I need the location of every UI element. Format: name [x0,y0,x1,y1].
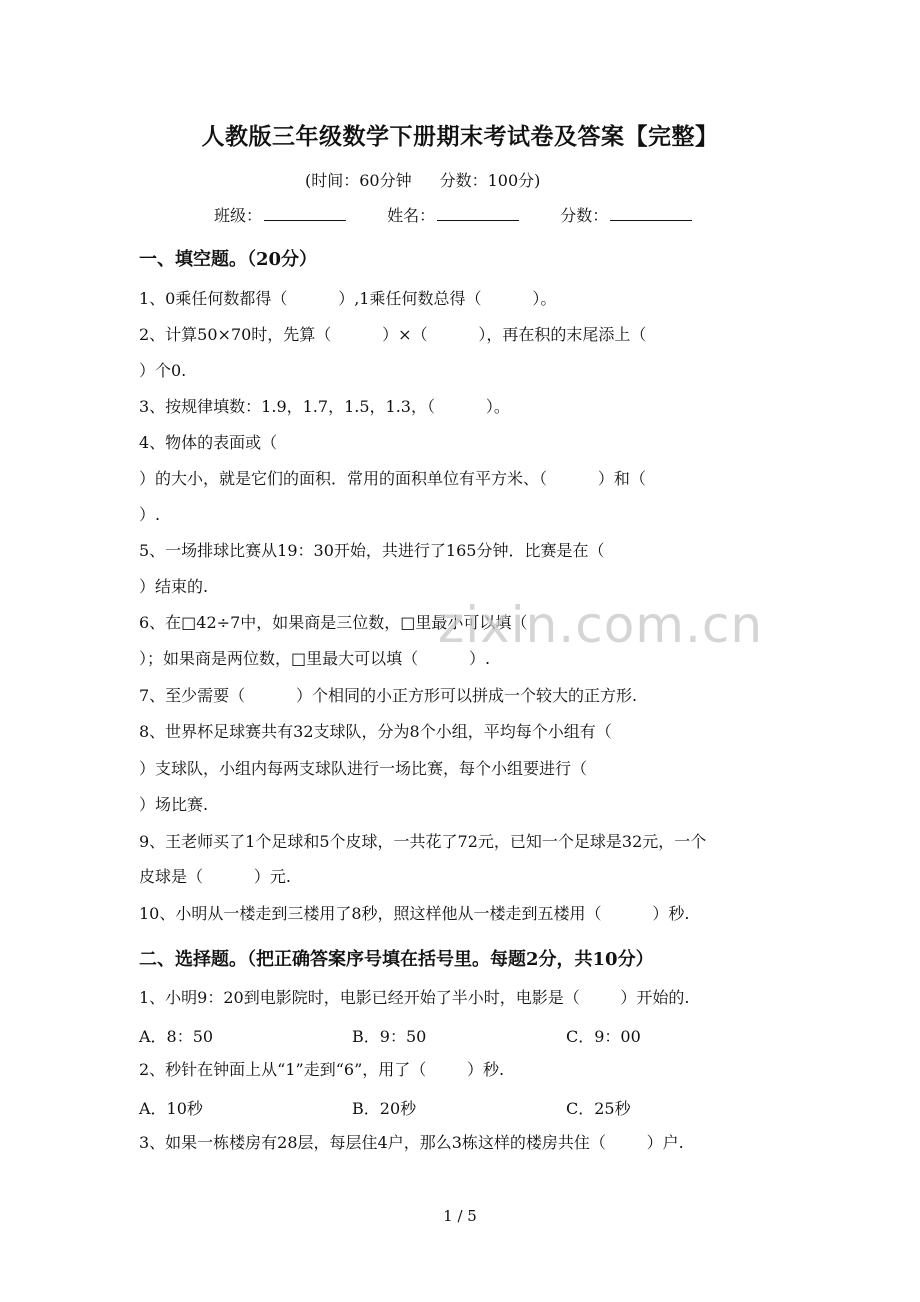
choice-question: 1、小明9：20到电影院时，电影已经开始了半小时，电影是（ ）开始的. [139,988,690,1007]
choice-option-a: A．8：50 [139,1027,214,1046]
question-line: 2、计算50×70时，先算（ ）×（ ），再在积的末尾添上（ [139,325,647,344]
question-line: ）场比赛. [139,795,209,814]
class-field: 班级： [214,203,346,226]
section-heading-fill-blank: 一、填空题。（20分） [139,249,318,270]
question-line: ）结束的. [139,577,209,596]
question-line: ）支球队，小组内每两支球队进行一场比赛，每个小组要进行（ [139,759,588,778]
exam-subtitle [305,168,568,191]
question-line: 5、一场排球比赛从19：30开始，共进行了165分钟．比赛是在（ [139,541,605,560]
page-number: 1 / 5 [443,1207,477,1225]
question-line: 8、世界杯足球赛共有32支球队，分为8个小组，平均每个小组有（ [139,722,612,741]
choice-option-c: C．25秒 [566,1099,631,1118]
choice-question: 2、秒针在钟面上从“1”走到“6”，用了（ ）秒. [139,1060,505,1079]
question-line: 9、王老师买了1个足球和5个皮球，一共花了72元，已知一个足球是32元，一个 [139,832,707,851]
question-line: 6、在□42÷7中，如果商是三位数，□里最小可以填（ [139,613,528,632]
question-line: ）个0. [139,361,187,380]
question-line: ）；如果商是两位数，□里最大可以填（ ）. [139,649,491,668]
question-line: ）的大小，就是它们的面积．常用的面积单位有平方米、（ ）和（ [139,469,646,488]
time-limit: (时间：60分钟 [305,171,412,190]
question-line: 4、物体的表面或（ [139,433,278,452]
question-line: 10、小明从一楼走到三楼用了8秒，照这样他从一楼走到五楼用（ ）秒. [139,904,690,923]
watermark: zixin.com.cn [438,596,764,654]
choice-question: 3、如果一栋楼房有28层，每层住4户，那么3栋这样的楼房共住（ ）户. [139,1133,684,1152]
question-line: 皮球是（ ）元. [139,867,291,886]
question-line: ）. [139,505,161,524]
section-heading-multiple-choice: 二、选择题。（把正确答案序号填在括号里。每题2分，共10分） [139,949,654,970]
choice-option-c: C．9：00 [566,1027,641,1046]
exam-title: 人教版三年级数学下册期末考试卷及答案【完整】 [201,123,719,150]
total-score: 分数：100分) [439,171,541,190]
choice-option-b: B．9：50 [352,1027,427,1046]
question-line: 3、按规律填数：1.9，1.7，1.5，1.3，（ ）。 [139,397,510,416]
name-field: 姓名： [387,203,519,226]
choice-option-a: A．10秒 [139,1099,203,1118]
student-info-row [214,203,692,226]
question-line: 7、至少需要（ ）个相同的小正方形可以拼成一个较大的正方形. [139,686,638,705]
name-blank [437,206,519,221]
question-line: 1、0乘任何数都得（ ）,1乘任何数总得（ ）。 [139,289,557,308]
choice-option-b: B．20秒 [352,1099,417,1118]
score-field: 分数： [560,203,692,226]
score-blank [610,206,692,221]
class-blank [264,206,346,221]
